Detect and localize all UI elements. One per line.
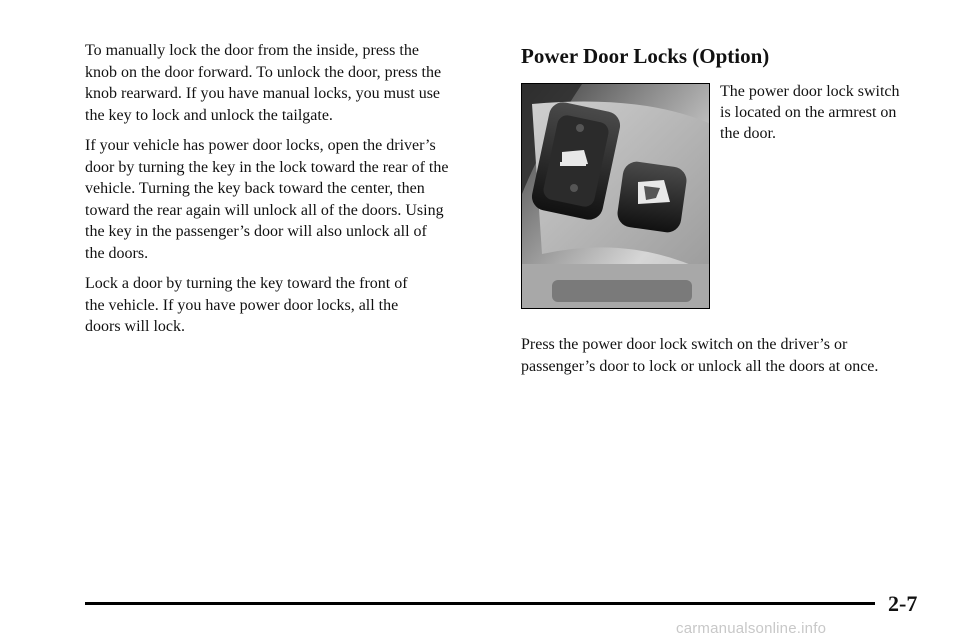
footer-rule	[85, 602, 875, 605]
paragraph-press-switch: Press the power door lock switch on the driver’s or passenger’s door to lock or unlock all the doors at once.	[521, 336, 879, 375]
page-number: 2-7	[888, 591, 918, 616]
left-column	[85, 40, 495, 347]
watermark: carmanualsonline.info	[676, 620, 827, 637]
section-heading: Power Door Locks (Option)	[521, 44, 770, 68]
door-lock-switch-photo	[521, 83, 710, 309]
paragraph-power-lock-key: If your vehicle has power door locks, open the driver’s door by turning the key in the lock toward the rear of the vehicle. Turning the key back toward the center, then toward the rear again will unlock all of the doors. Using the key in the passenger’s door will also unlock all of the doors.	[85, 137, 449, 262]
door-lock-switch-illustration	[522, 84, 710, 309]
paragraph-lock-door: Lock a door by turning the key toward the front of the vehicle. If you have power door locks, all the doors will lock.	[85, 275, 408, 335]
lock-switch-right	[616, 160, 689, 234]
photo-caption: The power door lock switch is located on the armrest on the door.	[720, 83, 900, 142]
paragraph-manual-lock: To manually lock the door from the inside, press the knob on the door forward. To unlock the door, press the knob rearward. If you have manual locks, you must use the key to lock and unlock the tailgate.	[85, 42, 442, 124]
